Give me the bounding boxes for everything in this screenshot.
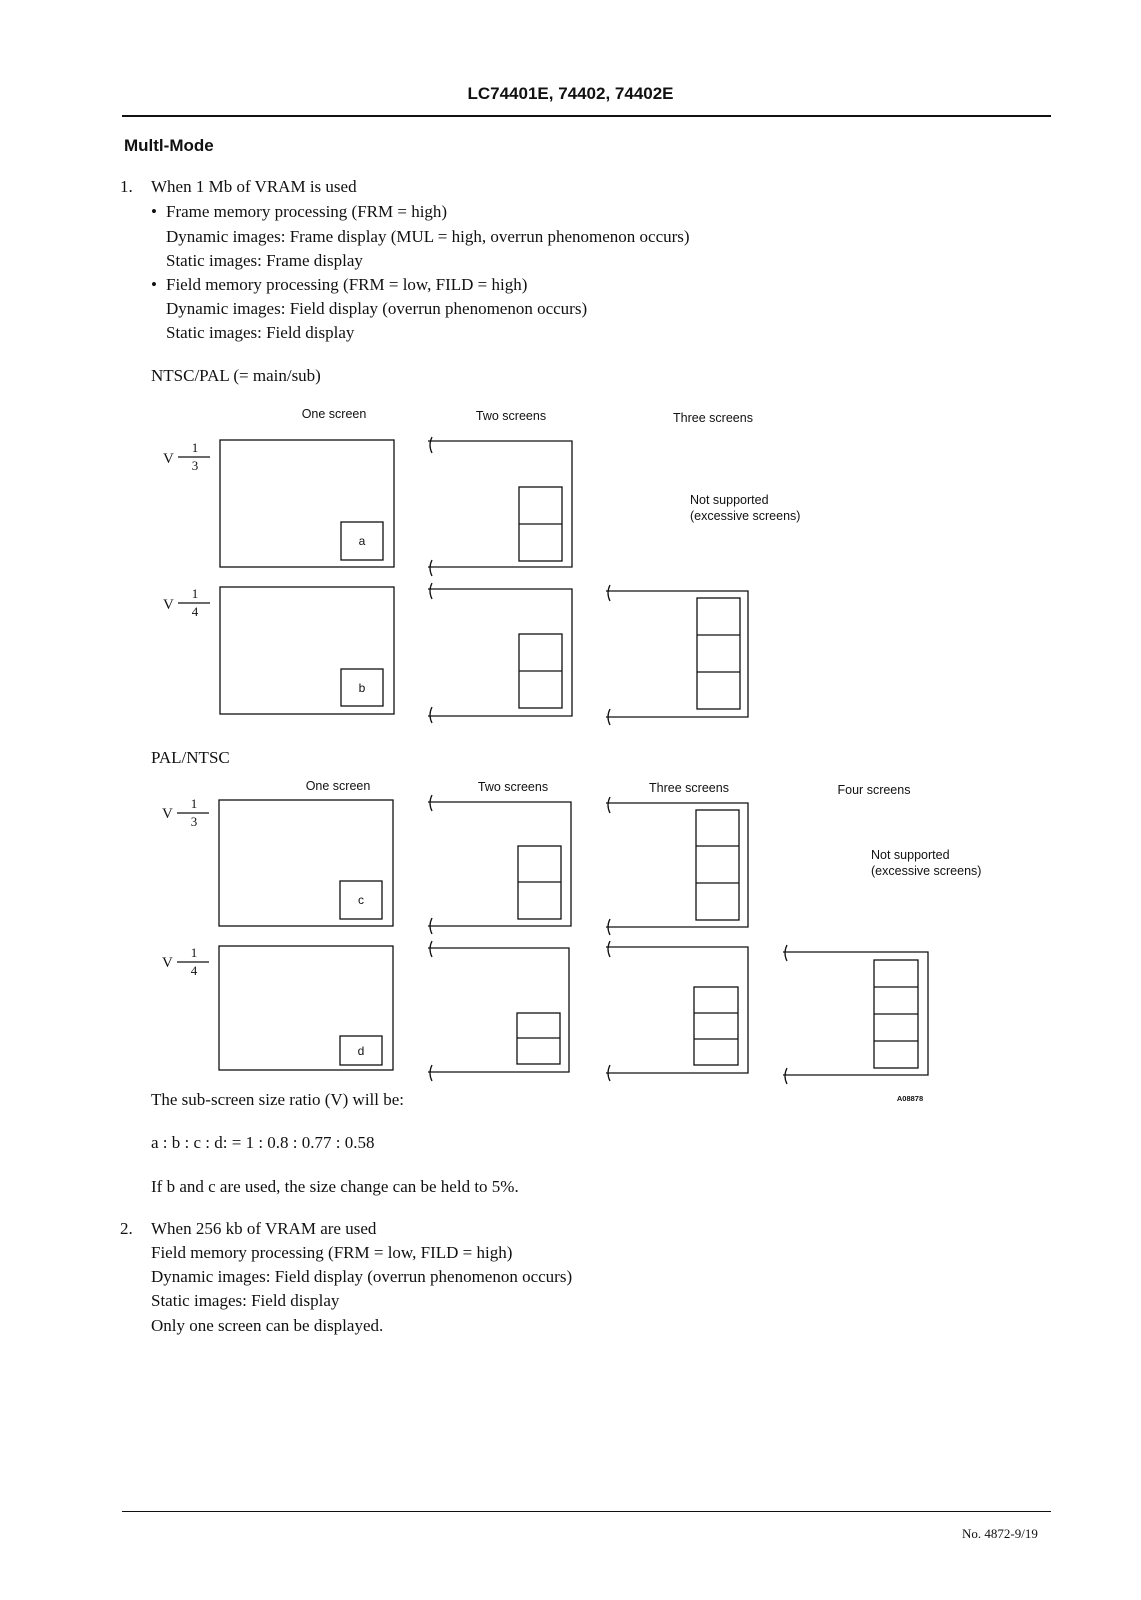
figure2-col-header-one: One screen (305, 779, 371, 793)
figure1-row2-denominator: 4 (191, 604, 199, 619)
bullet1-title: Frame memory processing (FRM = high) (166, 202, 448, 221)
figure2-caption: PAL/NTSC (151, 748, 230, 767)
footer-rule (122, 1511, 1051, 1512)
figure1-subscreen-a-label: a (358, 534, 366, 548)
figure1-col-header-two: Two screens (475, 409, 547, 423)
figure2-code: A08878 (896, 1094, 924, 1103)
figure2-three-screens-row2-frame (606, 947, 748, 1073)
figure2-one-screen-c-frame (219, 800, 393, 926)
figure2-row1-numerator: 1 (190, 796, 198, 811)
bullet2-static: Static images: Field display (166, 323, 355, 342)
item2-title: When 256 kb of VRAM are used (151, 1219, 377, 1238)
bullet1-marker: • (151, 202, 157, 221)
figure2-row2-numerator: 1 (190, 945, 198, 960)
item1-number: 1. (120, 177, 133, 196)
figure2-two-screens-row1-frame (428, 802, 571, 926)
ratio-intro: The sub-screen size ratio (V) will be: (151, 1090, 405, 1109)
figure2-not-supported-line2: (excessive screens) (871, 864, 982, 878)
figure1-not-supported-line2: (excessive screens) (690, 509, 801, 523)
page-number: No. 4872-9/19 (962, 1526, 1038, 1541)
section-heading: Multl-Mode (124, 136, 214, 155)
figure1-caption: NTSC/PAL (= main/sub) (151, 366, 321, 385)
figure2-three-stack-row2 (694, 987, 738, 1065)
figure2-not-supported-line1: Not supported (871, 848, 950, 862)
item2-number: 2. (120, 1219, 133, 1238)
figure1-subscreen-b-label: b (358, 681, 366, 695)
figure2-one-screen-d-frame (219, 946, 393, 1070)
figure1-row2-numerator: 1 (191, 586, 199, 601)
page-header-title: LC74401E, 74402, 74402E (467, 84, 674, 103)
figure2-three-stack-row1 (696, 810, 739, 920)
figure1-row1-denominator: 3 (191, 458, 199, 473)
figure1-col-header-three: Three screens (673, 411, 753, 425)
figure2-row2-v: V (162, 955, 173, 971)
item2-line3: Static images: Field display (151, 1291, 340, 1310)
bullet2-dynamic: Dynamic images: Field display (overrun phenomenon occurs) (166, 299, 588, 318)
figure2-three-screens-row1-frame (606, 803, 748, 927)
figure2-col-header-three: Three screens (649, 781, 729, 795)
figure1-not-supported-line1: Not supported (690, 493, 769, 507)
item2-line2: Dynamic images: Field display (overrun phenomenon occurs) (151, 1267, 573, 1286)
figure1-row2-v: V (163, 597, 174, 613)
figure2-subscreen-c-label: c (358, 893, 364, 907)
item1-title: When 1 Mb of VRAM is used (151, 177, 357, 196)
figure2-two-screens-row2-frame (428, 948, 569, 1072)
ratio-formula: a : b : c : d: = 1 : 0.8 : 0.77 : 0.58 (151, 1133, 375, 1152)
figure2-row2-denominator: 4 (190, 963, 198, 978)
ratio-note: If b and c are used, the size change can be held to 5%. (151, 1177, 519, 1196)
figure2-row1-v: V (162, 806, 173, 822)
figure1-col-header-one: One screen (301, 407, 367, 421)
figure1-row1-numerator: 1 (191, 440, 199, 455)
item2-line1: Field memory processing (FRM = low, FILD = high) (151, 1243, 513, 1262)
bullet1-static: Static images: Frame display (166, 251, 363, 270)
figure2-subscreen-d-label: d (357, 1044, 365, 1058)
bullet2-marker: • (151, 275, 157, 294)
item2-line4: Only one screen can be displayed. (151, 1316, 384, 1335)
figure2-row1-denominator: 3 (190, 814, 198, 829)
figure1-row1-v: V (163, 451, 174, 467)
figure2-col-header-four: Four screens (837, 783, 911, 797)
bullet1-dynamic: Dynamic images: Frame display (MUL = high, overrun phenomenon occurs) (166, 227, 690, 246)
bullet2-title: Field memory processing (FRM = low, FILD = high) (166, 275, 528, 294)
figure2-col-header-two: Two screens (477, 780, 549, 794)
